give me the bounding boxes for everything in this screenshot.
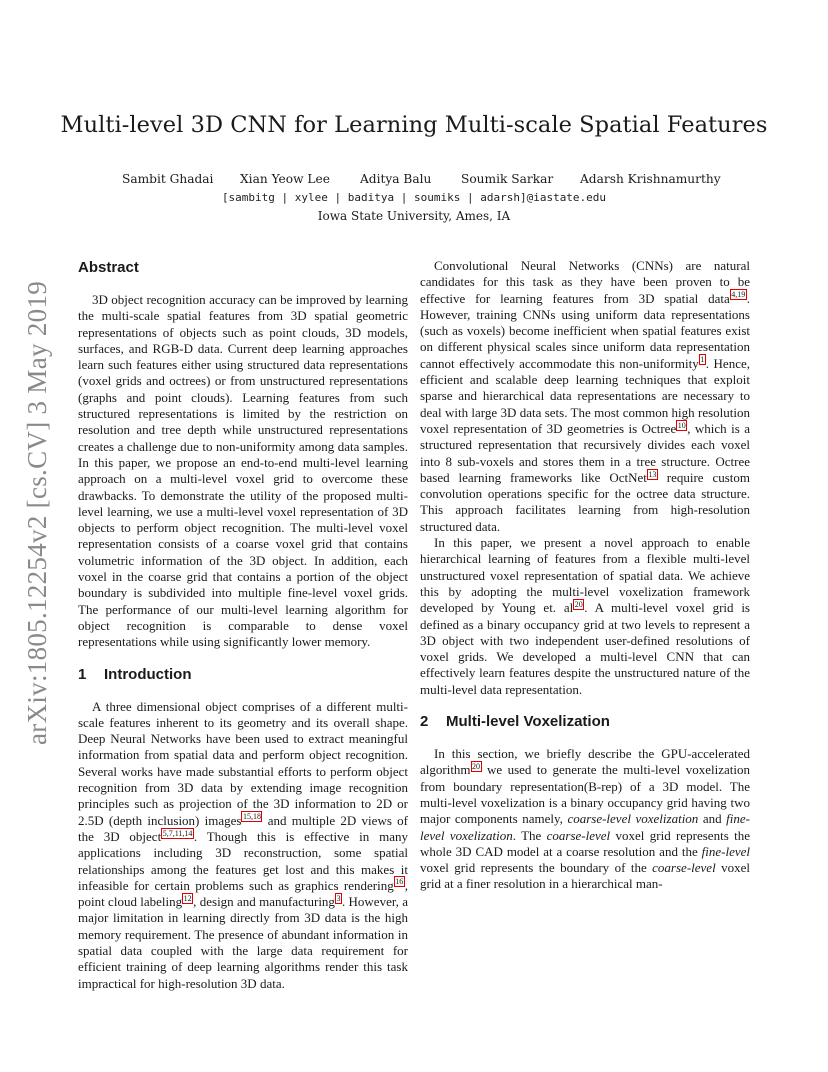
author-name: Soumik Sarkar [461, 172, 554, 186]
citation-link[interactable]: 4,19 [731, 290, 746, 300]
section2-paragraph-1: In this section, we briefly describe the GPU-accelerated algorithm $^{20}$ we used to generate the multi-level voxelization from boundary representation(B-rep) of a 3D model. The multi-level voxelization is a binary occupancy grid having two major components namely, coarse-level voxelization and fine-level voxelization. The coarse-level voxel grid represents the whole 3D CAD model at a coarse resolution and the fine-level voxel grid represents the boundary of the coarse-level voxel grid at a finer resolution in a hierarchical man- [420, 746, 750, 892]
citation-link[interactable]: 12 [183, 893, 192, 903]
citation-link[interactable]: 5,7,11,14 [162, 828, 193, 838]
affiliation: Iowa State University, Ames, IA [317, 209, 511, 223]
intro-paragraph-2: Convolutional Neural Networks (CNNs) are natural candidates for this task as they have been proven to be effective for learning features from 3D spatial data $^{4,19}$ . However, training CNNs using uniform data representations (such as voxels) become inefficient when spatial features exist on different physical scales since uniform data representation cannot effectively accommodate this non-uniformity $^1$ . Hence, efficient and scalable deep learning techniques that exploit sparse and hierarchical data representations are necessary to deal with large 3D data sets. The most common high resolution voxel representation of 3D geometries is Octree $^{10}$ , which is a structured representation that recursively divides each voxel into 8 sub-voxels and stores them in a tree structure. Octree based learning frameworks like OctNet $^{13}$ require custom convolution operations specific for the octree data structure. This approach facilitates learning from high-resolution structured data. [420, 258, 750, 534]
section-heading-multilevel-voxelization: 2 Multi-level Voxelization [420, 713, 610, 731]
author-name: Xian Yeow Lee [240, 172, 330, 186]
citation-link[interactable]: 1 [700, 355, 705, 365]
intro-paragraph-3: In this paper, we present a novel approach to enable hierarchical learning of features from a flexible multi-level unstructured voxel representation of spatial data. We achieve this by adopting the multi-level voxelization framework developed by Young et. al $^{20}$ . A multi-level voxel grid is defined as a binary occupancy grid at two levels to represent a 3D object with two independent user-defined resolutions of voxel grids. We developed a multi-level CNN that can effectively learn features despite the unstructured nature of the multi-level data representation. [420, 535, 750, 697]
citation-link[interactable]: 15,18 [242, 812, 261, 822]
author-name: Aditya Balu [360, 172, 432, 186]
author-emails: [sambitg | xylee | baditya | soumiks | adarsh]@iastate.edu [221, 191, 607, 204]
citation-link[interactable]: 10 [677, 420, 686, 430]
left-column [78, 258, 408, 992]
citation-link[interactable]: 3 [336, 893, 341, 903]
arxiv-watermark: arXiv:1805.12254v2 [cs.CV] 3 May 2019 [22, 280, 52, 745]
abstract-heading: Abstract [78, 259, 139, 276]
right-column [420, 258, 750, 893]
paper-title: Multi-level 3D CNN for Learning Multi-scale Spatial Features [60, 112, 768, 138]
citation-link[interactable]: 13 [648, 469, 657, 479]
abstract-text: 3D object recognition accuracy can be improved by learning the multi-scale spatial features from 3D spatial geometric representations of objects such as point clouds, 3D models, surfaces, and RGB-D data. Current deep learning approaches learn such features either using structured data representations (voxel grids and octrees) or from unstructured representations (graphs and point clouds). Learning features from such structured representations is limited by the restriction on resolution and tree depth while unstructured representations creates a challenge due to non-uniformity among data samples. In this paper, we propose an end-to-end multi-level learning approach on a multi-level voxel grid to overcome these drawbacks. To demonstrate the utility of the proposed multi-level learning, we use a multi-level voxel representation of 3D objects to perform object recognition. The multi-level voxel representation consists of a coarse voxel grid that contains volumetric information of the 3D object. In addition, each voxel in the coarse grid that contains a portion of the object boundary is subdivided into multiple fine-level voxel grids. The performance of our multi-level learning algorithm for object recognition is comparable to dense voxel representations while using significantly lower memory. [78, 292, 408, 650]
citation-link[interactable]: 16 [395, 877, 404, 887]
author-name: Adarsh Krishnamurthy [580, 172, 721, 186]
citation-link[interactable]: 20 [574, 599, 583, 609]
citation-link[interactable]: 20 [472, 761, 481, 771]
intro-paragraph-1: A three dimensional object comprises of a different multi-scale features inherent to its geometry and its overall shape. Deep Neural Networks have been used to extract meaningful information from spatial data and perform object recognition. Several works have made substantial efforts to perform object recognition from 3D data by extending image recognition principles such as projection of the 3D information to 2D or 2.5D (depth inclusion) images $^{15,18}$ and multiple 2D views of the 3D object $^{5,7,11,14}$ . Though this is effective in many applications including 3D reconstruction, some spatial relationships among the features get lost and this makes it infeasible for certain problems such as graphics rendering $^{16}$ , point cloud labeling $^{12}$ , design and manufacturing $^3$ . However, a major limitation in learning directly from 3D data is the high memory requirement. The presence of abundant information in spatial data coupled with the large data requirement for efficient training of deep learning algorithms render this task impractical for high-resolution 3D data. [78, 698, 409, 991]
author-name: Sambit Ghadai [122, 172, 214, 186]
section-heading-introduction: 1 Introduction [78, 665, 192, 683]
